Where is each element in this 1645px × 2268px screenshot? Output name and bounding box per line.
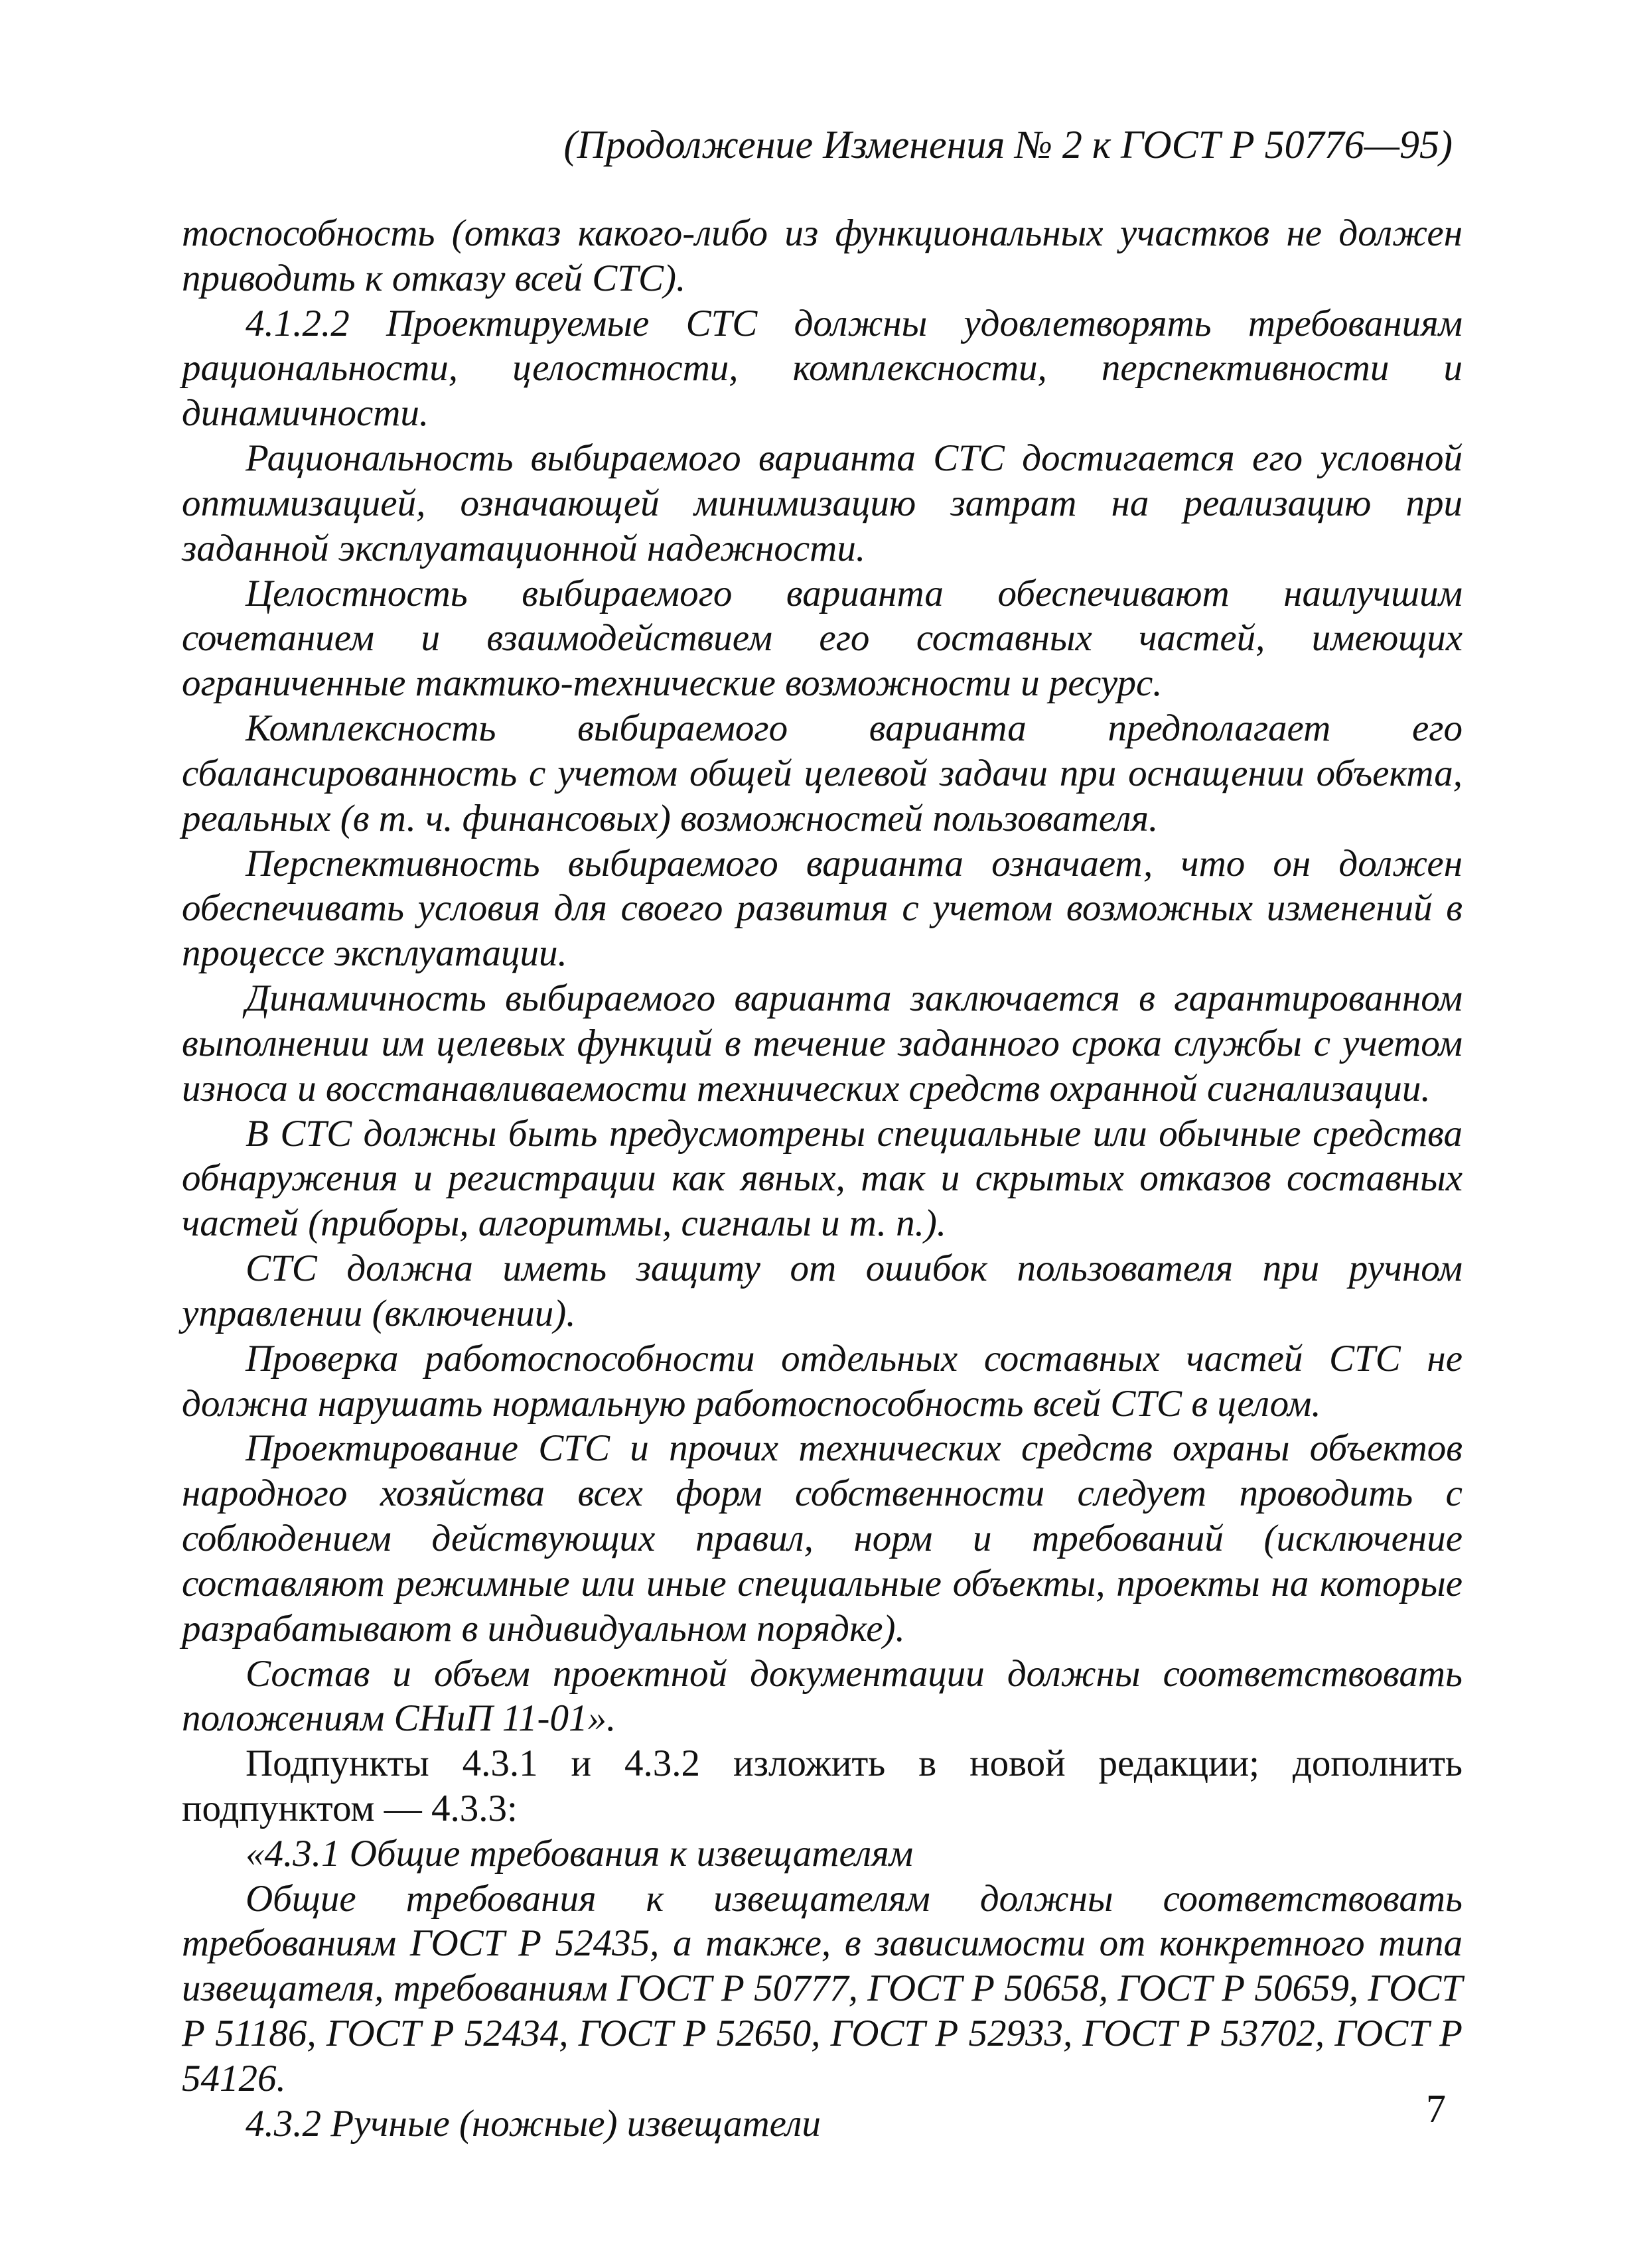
heading-4-3-1: «4.3.1 Общие требования к извещателям <box>246 1832 914 1875</box>
page-number: 7 <box>1426 2087 1446 2131</box>
paragraph-general-requirements: Общие требования к извещателям должны соответствовать требованиям ГОСТ Р 52435, а также, в зависимости от конкретного типа извещателя, требованиям ГОСТ Р 50777, ГОСТ Р 50658, ГОСТ Р 50659, ГОСТ Р 51186, ГОСТ Р 52434, ГОСТ Р 52650, ГОСТ Р 52933, ГОСТ Р 53702, ГОСТ Р 54126. <box>182 1877 1463 2099</box>
paragraph-user-error-protection: СТС должна иметь защиту от ошибок пользователя при ручном управлении (включении). <box>182 1247 1463 1334</box>
paragraph-continuation: тоспособность (отказ какого-либо из функциональных участков не должен приводить к отказу всей СТС). <box>182 212 1463 299</box>
paragraph-documentation: Состав и объем проектной документации должны соответствовать положениям СНиП 11-01». <box>182 1652 1463 1740</box>
paragraph-design-rules: Проектирование СТС и прочих технических средств охраны объектов народного хозяйства всех форм собственности следует проводить с соблюдением действующих правил, норм и требований (исключение составляют режимные или иные специальные объекты, проекты на которые разрабатывают в индивидуальном порядке). <box>182 1427 1463 1650</box>
paragraph-perspective: Перспективность выбираемого варианта означает, что он должен обеспечивать условия для своего развития с учетом возможных изменений в процессе эксплуатации. <box>182 842 1463 975</box>
body-text <box>182 211 1463 2147</box>
paragraph-amendment-instruction: Подпункты 4.3.1 и 4.3.2 изложить в новой редакции; дополнить подпунктом — 4.3.3: <box>182 1742 1463 1829</box>
paragraph-operability-check: Проверка работоспособности отдельных составных частей СТС не должна нарушать нормальную работоспособность всей СТС в целом. <box>182 1337 1463 1425</box>
heading-4-3-2: 4.3.2 Ручные (ножные) извещатели <box>246 2102 821 2145</box>
paragraph-integrity: Целостность выбираемого варианта обеспечивают наилучшим сочетанием и взаимодействием его составных частей, имеющих ограниченные тактико-технические возможности и ресурс. <box>182 572 1463 705</box>
paragraph-failure-detection: В СТС должны быть предусмотрены специальные или обычные средства обнаружения и регистрации как явных, так и скрытых отказов составных частей (приборы, алгоритмы, сигналы и т. п.). <box>182 1112 1463 1245</box>
paragraph-4-1-2-2: 4.1.2.2 Проектируемые СТС должны удовлетворять требованиям рациональности, целостности, комплексности, перспективности и динамичности. <box>182 302 1463 435</box>
paragraph-dynamism: Динамичность выбираемого варианта заключается в гарантированном выполнении им целевых функций в течение заданного срока службы с учетом износа и восстанавливаемости технических средств охранной сигнализации. <box>182 977 1463 1109</box>
paragraph-rationality: Рациональность выбираемого варианта СТС достигается его условной оптимизацией, означающей минимизацию затрат на реализацию при заданной эксплуатационной надежности. <box>182 437 1463 569</box>
paragraph-complexity: Комплексность выбираемого варианта предполагает его сбалансированность с учетом общей целевой задачи при оснащении объекта, реальных (в т. ч. финансовых) возможностей пользователя. <box>182 707 1463 839</box>
running-header: (Продолжение Изменения № 2 к ГОСТ Р 50776—95) <box>563 123 1453 167</box>
